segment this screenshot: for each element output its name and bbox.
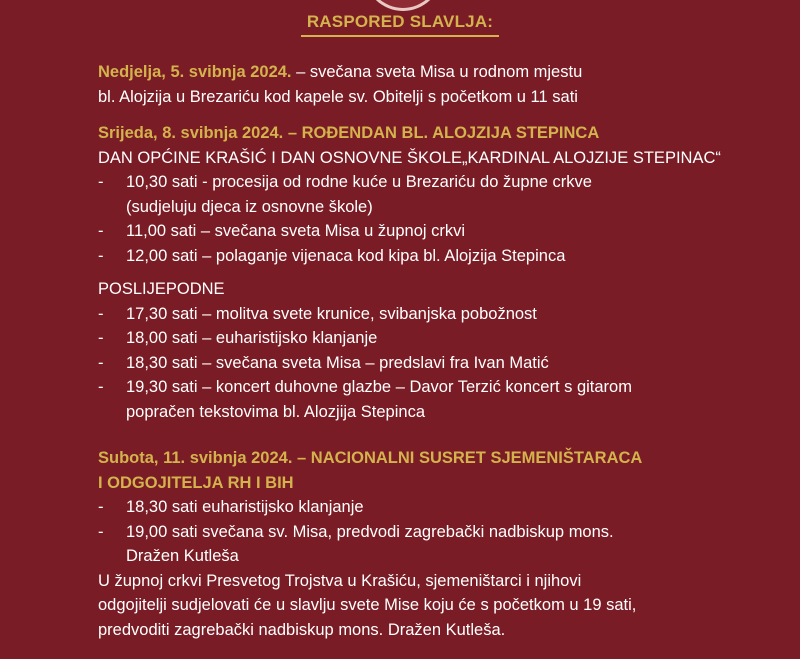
saturday-paragraph-line: predvoditi zagrebački nadbiskup mons. Dražen Kutleša.: [98, 620, 506, 639]
item-text: 18,30 sati euharistijsko klanjanje: [126, 498, 364, 516]
wednesday-section: [98, 121, 738, 424]
schedule-item: [98, 375, 738, 424]
spacer: [98, 109, 738, 121]
item-text: 12,00 sati – polaganje vijenaca kod kipa bl. Alojzija Stepinca: [126, 246, 566, 265]
header: [0, 12, 800, 37]
sunday-section: [98, 60, 738, 109]
item-dash: -: [98, 246, 104, 265]
schedule-item: [98, 495, 738, 520]
saturday-title-1: – NACIONALNI SUSRET SJEMENIŠTARACA: [292, 449, 643, 467]
saturday-paragraph-line: odgojitelji sudjelovati će u slavlju svete Mise koju će s početkom u 19 sati,: [98, 596, 637, 614]
schedule-item: [98, 351, 738, 376]
item-text-cont: Dražen Kutleša: [126, 547, 239, 565]
sunday-text-2: bl. Alojzija u Brezariću kod kapele sv. Obitelji s početkom u 11 sati: [98, 87, 578, 106]
sunday-date: Nedjelja, 5. svibnja 2024.: [98, 63, 292, 81]
schedule-item: [98, 219, 738, 244]
item-dash: -: [98, 378, 104, 396]
item-text: 18,30 sati – svečana sveta Misa – predslavi fra Ivan Matić: [126, 353, 549, 372]
schedule-item: [98, 520, 738, 569]
afternoon-label: POSLIJEPODNE: [98, 280, 225, 298]
item-dash: -: [98, 304, 104, 323]
item-dash: -: [98, 522, 104, 541]
saturday-section: [98, 446, 738, 642]
item-text-cont: popračen tekstovima bl. Alozjija Stepinca: [126, 402, 425, 421]
schedule-item: [98, 244, 738, 269]
item-text: 19,30 sati – koncert duhovne glazbe – Davor Terzić koncert s gitarom: [126, 378, 632, 396]
item-text: 17,30 sati – molitva svete krunice, svibanjska pobožnost: [126, 304, 537, 323]
sunday-line-1: [98, 60, 738, 85]
wednesday-heading: [98, 121, 738, 146]
item-dash: -: [98, 329, 104, 347]
item-text: 11,00 sati – svečana sveta Misa u župnoj crkvi: [126, 222, 466, 240]
wednesday-title: – ROĐENDAN BL. ALOJZIJA STEPINCA: [283, 124, 600, 142]
schedule-content: [98, 60, 738, 642]
saturday-paragraph-line: U župnoj crkvi Presvetog Trojstva u Krašiću, sjemeništarci i njihovi: [98, 571, 582, 590]
top-decoration-arc: [364, 0, 442, 11]
sunday-text-1: – svečana sveta Misa u rodnom mjestu: [291, 63, 583, 81]
item-text: 18,00 sati – euharistijsko klanjanje: [126, 329, 378, 347]
schedule-item: [98, 302, 738, 327]
wednesday-date: Srijeda, 8. svibnja 2024.: [98, 124, 284, 142]
item-text-cont: (sudjeluju djeca iz osnovne škole): [126, 197, 373, 216]
wednesday-subtitle: DAN OPĆINE KRAŠIĆ I DAN OSNOVNE ŠKOLE„KARDINAL ALOJZIJE STEPINAC“: [98, 148, 721, 167]
schedule-item: [98, 326, 738, 351]
item-dash: -: [98, 222, 104, 240]
schedule-title: RASPORED SLAVLJA:: [301, 12, 499, 37]
spacer: [98, 424, 738, 446]
saturday-title-2: I ODGOJITELJA RH I BIH: [98, 473, 294, 492]
saturday-heading: [98, 446, 738, 471]
item-text: 19,00 sati svečana sv. Misa, predvodi zagrebački nadbiskup mons.: [126, 522, 614, 541]
item-dash: -: [98, 353, 104, 372]
item-text: 10,30 sati - procesija od rodne kuće u Brezariću do župne crkve: [126, 173, 592, 191]
spacer: [98, 268, 738, 277]
item-dash: -: [98, 173, 104, 191]
saturday-date: Subota, 11. svibnja 2024.: [98, 449, 293, 467]
schedule-item: [98, 170, 738, 219]
item-dash: -: [98, 498, 104, 516]
